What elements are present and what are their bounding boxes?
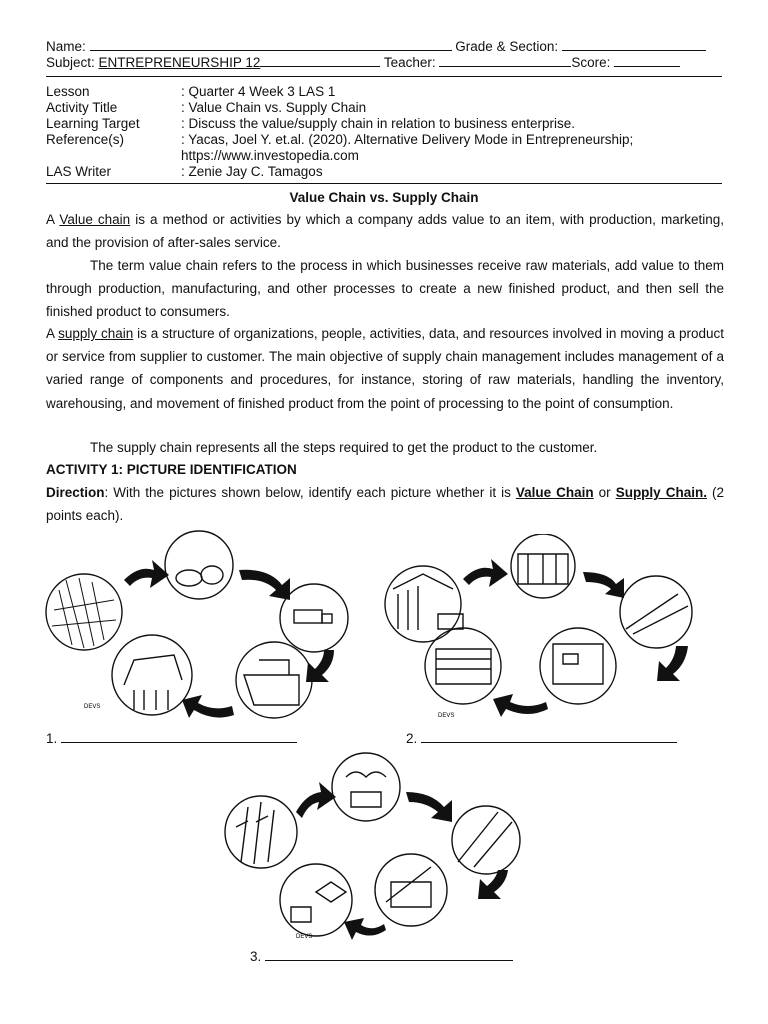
- picture-1-logo: DEVS: [84, 704, 101, 710]
- name-label: Name:: [46, 39, 86, 54]
- picture-1-stage-sugarcane: [46, 574, 122, 650]
- answer-2: [406, 730, 677, 746]
- answer-number: 2.: [406, 731, 418, 746]
- meta-row: [46, 132, 726, 148]
- picture-1-stage-harvest: [165, 531, 233, 599]
- subject-label: Subject:: [46, 55, 95, 70]
- subject-value: ENTREPRENEURSHIP 12: [98, 55, 261, 70]
- term-supply-chain: Supply Chain.: [615, 485, 707, 500]
- meta-value: : Yacas, Joel Y. et.al. (2020). Alternative Delivery Mode in Entrepreneurship;: [181, 132, 634, 147]
- picture-1-stage-factory: [236, 642, 312, 718]
- name-field[interactable]: [90, 38, 452, 51]
- teacher-label: Teacher:: [383, 55, 436, 70]
- supply-chain-definition: [46, 322, 724, 415]
- meta-row: [46, 84, 726, 100]
- name-line: [46, 38, 722, 54]
- meta-divider: [46, 183, 722, 184]
- answer-number: 3.: [250, 949, 262, 964]
- answer-1: [46, 730, 297, 746]
- picture-2-stage-retail: [540, 628, 616, 704]
- text: (2 points each).: [46, 485, 724, 524]
- picture-3-stage-harvest: [332, 753, 400, 821]
- picture-1: [44, 530, 364, 725]
- picture-2-logo: DEVS: [438, 713, 455, 719]
- teacher-field[interactable]: [439, 54, 571, 67]
- subject-blank: [260, 54, 380, 67]
- value-chain-paragraph: The term value chain refers to the process in which businesses receive raw materials, add value to them through production, manufacturing, and other processes to create a new finished product, and then sell the finished product to consumers.: [46, 258, 724, 320]
- term-value-chain: Value chain: [59, 212, 131, 227]
- picture-1-stage-transport: [280, 584, 348, 652]
- page-title: Value Chain vs. Supply Chain: [289, 190, 479, 205]
- subject-line: [46, 54, 722, 70]
- text: A: [46, 326, 59, 341]
- picture-3-stage-road: [452, 806, 520, 874]
- meta-row: [46, 164, 726, 180]
- meta-row: [46, 100, 726, 116]
- meta-row: [46, 116, 726, 132]
- picture-3-stage-processing: [375, 854, 447, 926]
- answer-number: 1.: [46, 731, 58, 746]
- meta-value: : Discuss the value/supply chain in relation to business enterprise.: [181, 116, 575, 131]
- header-divider: [46, 76, 722, 77]
- value-chain-definition: [46, 208, 724, 254]
- text: is a structure of organizations, people, activities, data, and resources involved in moving a product or service from supplier to customer. The main objective of supply chain management includes management of a varied range of components and procedures, for instance, storing of raw materials, handling the inventory, warehousing, and movement of finished product from the point of processing to the point of consumption.: [46, 326, 724, 411]
- meta-label: Lesson: [46, 84, 90, 99]
- meta-value: : Zenie Jay C. Tamagos: [181, 164, 323, 179]
- meta-label: Learning Target: [46, 116, 140, 131]
- term-value-chain: Value Chain: [515, 485, 594, 500]
- answer-1-field[interactable]: [61, 730, 297, 743]
- term-supply-chain: supply chain: [58, 326, 134, 341]
- picture-2: [378, 534, 718, 724]
- meta-value: : Quarter 4 Week 3 LAS 1: [181, 84, 336, 99]
- text: : With the pictures shown below, identify each picture whether it is: [104, 485, 516, 500]
- direction-text: [46, 481, 724, 527]
- text: or: [593, 485, 616, 500]
- picture-3: [216, 752, 536, 947]
- meta-label: Reference(s): [46, 132, 125, 147]
- answer-3: [250, 948, 513, 964]
- score-label: Score:: [571, 55, 611, 70]
- meta-label: Activity Title: [46, 100, 118, 115]
- lesson-info: [46, 84, 726, 180]
- grade-label: Grade & Section:: [455, 39, 559, 54]
- meta-row: [46, 148, 726, 164]
- supply-chain-summary: The supply chain represents all the steps required to get the product to the customer.: [90, 440, 598, 455]
- picture-3-stage-storage: [280, 864, 352, 936]
- score-field[interactable]: [614, 54, 680, 67]
- picture-3-logo: DEVS: [296, 934, 313, 940]
- meta-value: : Value Chain vs. Supply Chain: [181, 100, 367, 115]
- picture-2-arrows: [463, 559, 688, 717]
- answer-3-field[interactable]: [265, 948, 513, 961]
- grade-field[interactable]: [562, 38, 706, 51]
- activity-heading: ACTIVITY 1: PICTURE IDENTIFICATION: [46, 462, 297, 477]
- direction-label: Direction: [46, 485, 105, 500]
- text: A: [46, 212, 60, 227]
- picture-3-arrows: [296, 782, 508, 940]
- picture-2-stage-road: [620, 576, 692, 648]
- meta-value: https://www.investopedia.com: [181, 148, 359, 163]
- answer-2-field[interactable]: [421, 730, 677, 743]
- meta-label: LAS Writer: [46, 164, 112, 179]
- text: is a method or activities by which a company adds value to an item, with production, marketing, and the provision of after-sales service.: [46, 212, 724, 251]
